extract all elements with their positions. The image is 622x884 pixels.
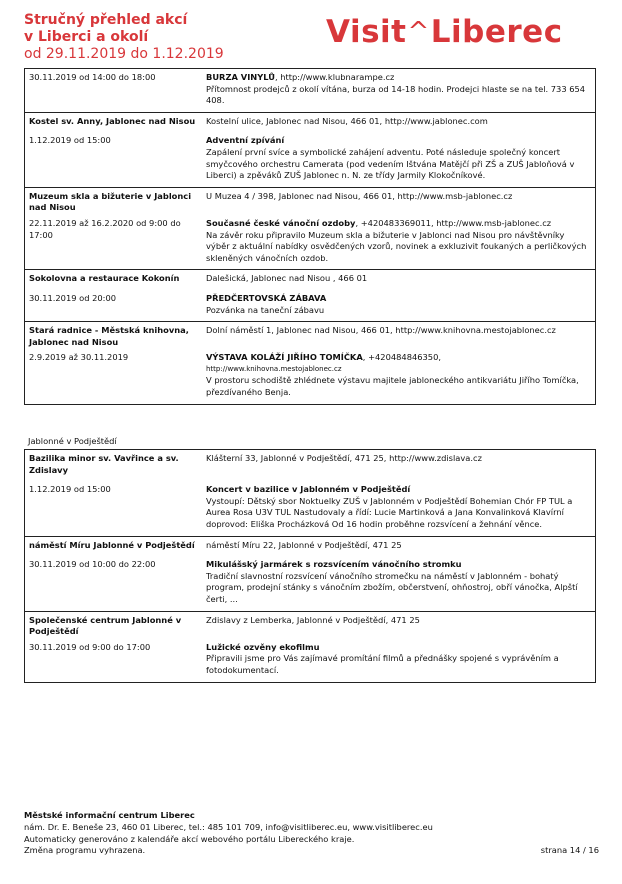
- event-url[interactable]: http://www.knihovna.mestojablonec.cz: [206, 364, 342, 373]
- venue-name: náměstí Míru Jablonné v Podještědí: [29, 539, 195, 550]
- logo-caret: ^: [407, 17, 430, 47]
- page-footer: [24, 810, 599, 857]
- event-row: [25, 321, 595, 404]
- event-title: Adventní zpívání: [206, 135, 285, 146]
- venue-address: Dalešická, Jablonec nad Nisou , 466 01: [206, 273, 368, 284]
- logo-text-liberec: Liberec: [430, 14, 563, 50]
- events-table-jablonec: [24, 68, 596, 405]
- event-date: 1.12.2019 od 15:00: [29, 484, 111, 495]
- page-number: strana 14 / 16: [540, 845, 599, 856]
- event-description: Pozvánka na taneční zábavu: [206, 304, 325, 315]
- venue-name: Stará radnice - Městská knihovna, Jablonec nad Nisou: [29, 325, 189, 347]
- event-title: Současné české vánoční ozdoby: [206, 217, 356, 228]
- venue-name: Bazilika minor sv. Vavřince a sv. Zdislavy: [29, 453, 179, 475]
- venue-address: Zdislavy z Lemberka, Jablonné v Podještědí, 471 25: [206, 614, 420, 625]
- document-title: [24, 12, 324, 63]
- event-description: Na závěr roku připravilo Muzeum skla a bižuterie v Jablonci nad Nisou pro návštěvníky výběr z aktuální nabídky osvědčených vzorů, novinek a exkluzivit foukaných a perličkových skleněných vánočních ozdob.: [206, 229, 587, 263]
- footer-note-generated: Automaticky generováno z kalendáře akcí webového portálu Libereckého kraje.: [24, 833, 355, 844]
- event-description: Zapálení první svíce a symbolické zahájení adventu. Poté následuje společný koncert smyčcového orchestru Camerata (pod vedením Ištvána Matějčí při ZŠ a ZUŠ Jabloňová v Liberci) a zpěváků ZUŠ Jablonec n. N. ze třídy Jarmily Klokočníkové.: [206, 146, 575, 181]
- event-title: Koncert v bazilice v Jablonném v Podještědí: [206, 484, 411, 495]
- event-contact: , http://www.klubnarampe.cz: [274, 72, 395, 82]
- events-table-jablonne: [24, 449, 596, 683]
- event-description: V prostoru schodiště zhlédnete výstavu majitele jabloneckého antikvariátu Jiřího Tomíčka, přezdívaného Benja.: [206, 375, 579, 398]
- event-title: PŘEDČERTOVSKÁ ZÁBAVA: [206, 292, 327, 303]
- event-contact: , +420484846350,: [362, 352, 442, 363]
- event-title: Lužické ozvěny ekofilmu: [206, 641, 320, 652]
- event-row: [25, 536, 595, 611]
- title-line-1: Stručný přehled akcí: [24, 12, 188, 28]
- venue-address: U Muzea 4 / 398, Jablonec nad Nisou, 466 01, http://www.msb-jablonec.cz: [206, 190, 513, 201]
- venue-address: Dolní náměstí 1, Jablonec nad Nisou, 466 01, http://www.knihovna.mestojablonec.cz: [206, 325, 556, 336]
- footer-contact: nám. Dr. E. Beneše 23, 460 01 Liberec, tel.: 485 101 709, info@visitliberec.eu, www.visitliberec.eu: [24, 821, 433, 832]
- event-contact: , +420483369011, http://www.msb-jablonec.cz: [355, 217, 552, 228]
- venue-name: Muzeum skla a bižuterie v Jablonci nad Nisou: [29, 190, 192, 213]
- event-description: Tradiční slavnostní rozsvícení vánočního stromečku na náměstí v Jablonném - bohatý program, prodejní stánky s vánočním zbožím, občerstvení, ohňostroj, obří vánočka, Alpští čerti, ...: [206, 570, 578, 604]
- event-row: [25, 450, 595, 536]
- venue-address: Kostelní ulice, Jablonec nad Nisou, 466 01, http://www.jablonec.com: [206, 115, 488, 126]
- event-date: 30.11.2019 od 9:00 do 17:00: [29, 641, 151, 652]
- footer-organization: Městské informační centrum Liberec: [24, 810, 195, 820]
- event-date: 1.12.2019 od 15:00: [29, 135, 111, 146]
- event-row: [25, 187, 595, 270]
- event-date: 22.11.2019 až 16.2.2020 od 9:00 do 17:00: [29, 217, 181, 240]
- event-row: [25, 611, 595, 682]
- event-row: [25, 269, 595, 321]
- venue-name: Společenské centrum Jablonné v Podještědí: [29, 614, 182, 637]
- event-title: BURZA VINYLŮ: [206, 72, 275, 82]
- event-date: 2.9.2019 až 30.11.2019: [29, 352, 129, 363]
- venue-address: náměstí Míru 22, Jablonné v Podještědí, 471 25: [206, 539, 402, 550]
- region-heading: Jablonné v Podještědí: [28, 436, 117, 446]
- venue-address: Klášterní 33, Jablonné v Podještědí, 471 25, http://www.zdislava.cz: [206, 453, 482, 463]
- footer-note-changes: Změna programu vyhrazena.: [24, 845, 146, 856]
- venue-name: Sokolovna a restaurace Kokonín: [29, 273, 180, 284]
- event-date: 30.11.2019 od 14:00 do 18:00: [29, 72, 156, 82]
- date-range: od 29.11.2019 do 1.12.2019: [24, 46, 224, 62]
- event-description: Připravili jsme pro Vás zajímavé promítání filmů a přednášky spojené s vyprávěním a fotodokumentací.: [206, 653, 559, 675]
- event-description: Vystoupí: Dětský sbor Noktuelky ZUŠ v Jablonném v Podještědí Bohemian Chór FP TUL a Aurea Rosa U3V TUL Nastudovaly a řídí: Lucie Martinková a Jana Konvalinková Klavírní doprovod: Eliška Procházková Od 16 hodin proběhne rozsvícení a žehnání věnce.: [206, 495, 573, 529]
- visitliberec-logo: [326, 14, 563, 50]
- logo-text-visit: Visit: [326, 14, 407, 50]
- event-date: 30.11.2019 od 20:00: [29, 292, 117, 303]
- venue-name: Kostel sv. Anny, Jablonec nad Nisou: [29, 115, 196, 126]
- title-line-2: v Liberci a okolí: [24, 29, 149, 45]
- event-title: Mikulášský jarmárek s rozsvícením vánočního stromku: [206, 559, 462, 570]
- event-row: [25, 112, 595, 187]
- event-date: 30.11.2019 od 10:00 do 22:00: [29, 559, 156, 570]
- event-title: VÝSTAVA KOLÁŽÍ JIŘÍHO TOMÍČKA: [206, 352, 363, 363]
- event-row: [25, 69, 595, 112]
- event-description: Přítomnost prodejců z okolí vítána, burza od 14-18 hodin. Prodejci hlaste se na tel. 733 654 408.: [206, 83, 586, 106]
